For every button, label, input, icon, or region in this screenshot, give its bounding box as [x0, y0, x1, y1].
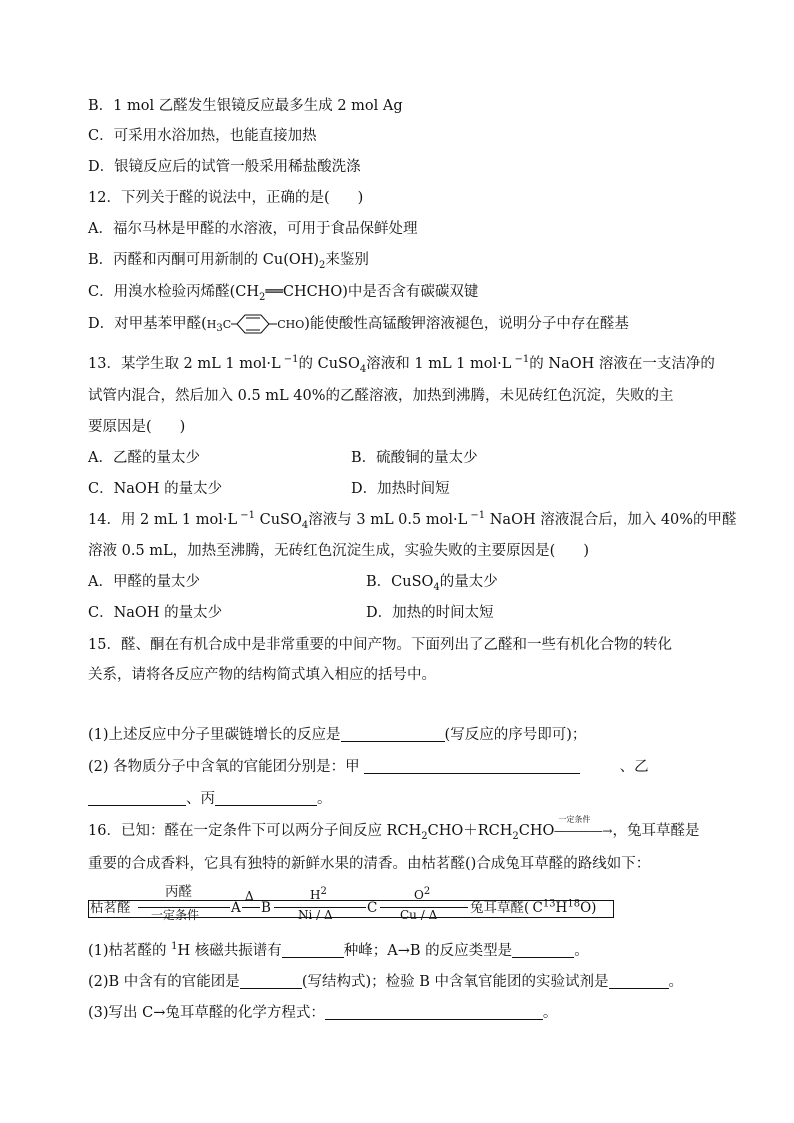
- q16-part1: [88, 941, 589, 961]
- q16-p1-c: 种峰；A→B 的反应类型是: [343, 943, 513, 959]
- q15-p2-text: (2) 各物质分子中含氧的官能团分别是：甲: [88, 759, 360, 775]
- q13-l1-c: 溶液和 1 mL 1 mol·L: [366, 356, 512, 372]
- q16-p2-a: (2)B 中含有的官能团是: [88, 974, 240, 990]
- q15-part2-line2: [88, 789, 332, 809]
- methyl-h: H: [206, 318, 217, 331]
- route-compound-a: A: [231, 900, 241, 916]
- reagent-h-sup: 2: [320, 886, 327, 897]
- q14-option-c: C．NaOH 的量太少: [88, 605, 223, 621]
- q11-option-b: [88, 96, 403, 116]
- q14-l1-d: NaOH 溶液混合后，加入 40%的甲醛: [485, 512, 737, 528]
- route-end-compound: [470, 900, 596, 918]
- formula-h: H: [555, 900, 568, 916]
- q16-stem-line2: 重要的合成香料，它具有独特的新鲜水果的清香。由枯茗醛()合成兔耳草醛的路线如下：: [88, 856, 651, 872]
- q11-option-c: C．可采用水浴加热，也能直接加热: [88, 128, 317, 144]
- q12-c-post: CHCHO)中是否含有碳碳双键: [282, 284, 479, 300]
- q12-b-pre: B．丙醛和丙酮可用新制的 Cu(OH): [88, 252, 320, 268]
- formula-o: O): [580, 900, 597, 916]
- q15-p2-bing: 、丙: [186, 791, 215, 807]
- q16-p1-sup: 1: [171, 941, 178, 953]
- q16-p2-c: 。: [668, 974, 683, 990]
- q12-option-c: [88, 282, 478, 302]
- route-arrow-1-reagent: 丙醛: [165, 884, 192, 900]
- q13-l1-sup2: −1: [511, 354, 530, 366]
- methyl-group-label: [206, 318, 232, 335]
- q15-p1-text: (1)上述反应中分子里碳链增长的反应是: [88, 727, 341, 743]
- route-arrow-4-condition: Cu / Δ: [400, 908, 438, 922]
- q16-l1-sub1: 2: [421, 830, 428, 842]
- q14-option-a: A．甲醛的量太少: [88, 574, 200, 590]
- q15-part1: [88, 725, 586, 745]
- q14-option-b: [366, 572, 498, 592]
- benzene-ring-icon: [231, 314, 277, 334]
- answer-blank-equation[interactable]: [325, 1003, 543, 1020]
- q14-b-sub: 4: [433, 581, 440, 593]
- q14-stem-line1: [88, 510, 737, 530]
- q14-b-pre: B．CuSO: [366, 574, 434, 590]
- q14-option-d: D．加热的时间太短: [366, 605, 494, 621]
- q13-l1-sup1: −1: [280, 354, 299, 366]
- route-arrow-1-condition: 一定条件: [151, 908, 200, 922]
- q16-p1-d: 。: [574, 943, 589, 959]
- q12-stem-close: ): [357, 190, 364, 206]
- q13-option-c: C．NaOH 的量太少: [88, 481, 223, 497]
- q12-option-b: [88, 250, 369, 270]
- q16-l1-d: ，兔耳草醛是: [612, 823, 700, 839]
- q12-b-post: 来鉴别: [325, 252, 369, 268]
- q15-p1-tail: (写反应的序号即可)；: [444, 727, 587, 743]
- q14-l1-b: CuSO: [255, 512, 302, 528]
- answer-blank-jia[interactable]: [364, 757, 580, 774]
- q13-l3-a: 要原因是(: [88, 419, 152, 435]
- formula-c-sup: 13: [542, 898, 556, 910]
- route-end-name: 兔耳草醛(: [470, 900, 530, 916]
- q16-p3-b: 。: [542, 1005, 558, 1021]
- q12-b-sub: 2: [319, 259, 326, 271]
- q12-option-d: [88, 314, 629, 335]
- formula-h-sup: 18: [567, 898, 581, 910]
- q12-c-sub: 2: [259, 291, 266, 303]
- q16-p1-a: (1)枯茗醛的: [88, 943, 172, 959]
- q14-l2-a: 溶液 0.5 mL，加热至沸腾，无砖红色沉淀生成，实验失败的主要原因是(: [88, 543, 556, 559]
- reagent-o: O: [414, 888, 424, 902]
- q16-l1-b: CHO＋RCH: [427, 823, 513, 839]
- answer-blank-functional-group[interactable]: [240, 972, 302, 989]
- q14-stem-line2: [88, 541, 589, 561]
- arrow-icon: ――――→: [554, 824, 613, 838]
- q13-stem-line2: 试管内混合，然后加入 0.5 mL 40%的乙醛溶液，加热到沸腾，未见砖红色沉淀，失败的主: [88, 388, 674, 404]
- route-arrow-3-reagent: [310, 886, 327, 902]
- q11-option-d: D．银镜反应后的试管一般采用稀盐酸洗涤: [88, 159, 361, 175]
- q15-p2-end: 。: [317, 791, 332, 807]
- methyl-sub: 3: [216, 323, 223, 335]
- q13-l1-b: 的 CuSO: [298, 356, 360, 372]
- reagent-o-sup: 2: [423, 886, 431, 897]
- q13-option-b: B．硫酸铜的量太少: [351, 450, 478, 466]
- q12-stem-text: 12．下列关于醛的说法中，正确的是(: [88, 190, 330, 206]
- q12-stem: [88, 188, 363, 208]
- answer-blank[interactable]: [341, 725, 445, 742]
- q13-l1-a: 13．某学生取 2 mL 1 mol·L: [88, 356, 281, 372]
- q16-l1-a: 16．已知：醛在一定条件下可以两分子间反应 RCH: [88, 823, 422, 839]
- synthesis-route: [88, 884, 614, 922]
- q14-l1-sub1: 4: [301, 519, 309, 531]
- q12-c-pre: C．用溴水检验丙烯醛(CH: [88, 284, 259, 300]
- route-start-compound: 枯茗醛: [90, 900, 131, 916]
- reagent-h: H: [310, 888, 321, 902]
- q14-l1-sup1: −1: [237, 510, 255, 522]
- reaction-arrow-condition: 一定条件: [558, 815, 591, 824]
- route-arrow-2: [242, 907, 260, 908]
- q14-l1-sup2: −1: [467, 510, 486, 522]
- answer-blank-reagent[interactable]: [609, 972, 669, 989]
- q16-p2-b: (写结构式)；检验 B 中含氧官能团的实验试剂是: [301, 974, 609, 990]
- q13-l1-sub1: 4: [359, 363, 367, 375]
- q15-p2-yi: 、乙: [619, 759, 649, 775]
- q15-stem-line2: 关系，请将各反应产物的结构简式填入相应的括号中。: [88, 667, 436, 683]
- q16-l1-c: CHO: [518, 823, 555, 839]
- q13-stem-line1: [88, 354, 715, 374]
- aldehyde-group-label: CHO: [277, 318, 305, 331]
- route-arrow-4-reagent: [414, 886, 431, 902]
- q16-stem-line1: [88, 815, 700, 842]
- route-arrow-3-condition: Ni / Δ: [298, 908, 333, 922]
- q12-d-post: )能使酸性高锰酸钾溶液褪色，说明分子中存在醛基: [304, 316, 629, 332]
- q14-l1-c: 溶液与 3 mL 0.5 mol·L: [308, 512, 468, 528]
- q14-l2-close: ): [583, 543, 589, 559]
- q16-l1-sub2: 2: [512, 830, 519, 842]
- reaction-arrow: [554, 815, 613, 841]
- route-compound-b: B: [261, 900, 271, 916]
- q12-option-a: A．福尔马林是甲醛的水溶液，可用于食品保鲜处理: [88, 221, 418, 237]
- q13-l3-close: ): [179, 419, 186, 435]
- q12-d-pre: D．对甲基苯甲醛(: [88, 316, 207, 332]
- methyl-c: C: [222, 318, 232, 331]
- q13-stem-line3: [88, 417, 185, 437]
- q16-p3-a: (3)写出 C→兔耳草醛的化学方程式：: [88, 1005, 325, 1021]
- q13-option-a: A．乙醛的量太少: [88, 450, 200, 466]
- q14-b-post: 的量太少: [439, 574, 498, 590]
- route-arrow-2-condition: Δ: [245, 889, 254, 903]
- answer-blank-bing[interactable]: [215, 789, 317, 806]
- route-compound-c: C: [367, 900, 378, 916]
- q11-option-b-text: B．1 mol 乙醛发生银镜反应最多生成 2 mol Ag: [88, 98, 403, 114]
- double-bond-symbol: ══: [265, 284, 283, 300]
- q15-stem-line1: 15．醛、酮在有机合成中是非常重要的中间产物。下面列出了乙醛和一些有机化合物的转化: [88, 637, 672, 653]
- answer-blank-peaks[interactable]: [282, 941, 344, 958]
- q16-part3: [88, 1003, 557, 1023]
- answer-blank-reaction-type[interactable]: [512, 941, 574, 958]
- q13-option-d: D．加热时间短: [351, 481, 450, 497]
- answer-blank-yi[interactable]: [88, 789, 186, 806]
- q16-p1-b: H 核磁共振谱有: [177, 943, 282, 959]
- formula-c: C: [532, 900, 543, 916]
- q14-l1-a: 14．用 2 mL 1 mol·L: [88, 512, 238, 528]
- q15-part2-line1: [88, 757, 649, 777]
- q16-part2: [88, 972, 683, 992]
- q13-l1-d: 的 NaOH 溶液在一支洁净的: [529, 356, 715, 372]
